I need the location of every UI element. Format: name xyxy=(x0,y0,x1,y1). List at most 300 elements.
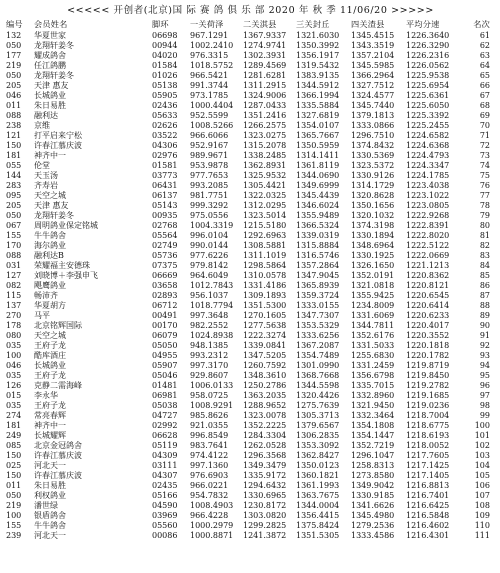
average-speed: 1220.6233 xyxy=(406,311,450,320)
stage-1-speed: 993.2312 xyxy=(190,351,229,360)
ring-number: 04727 xyxy=(152,411,178,420)
member-id: 155 xyxy=(6,231,22,240)
stage-3-speed: 1359.3724 xyxy=(296,291,340,300)
table-row xyxy=(6,331,495,341)
member-id: 137 xyxy=(6,301,22,310)
ring-number: 05907 xyxy=(152,361,178,370)
member-name: 王府子龙 xyxy=(34,341,66,350)
stage-1-speed: 952.5599 xyxy=(190,111,229,120)
member-id: 100 xyxy=(6,511,22,520)
member-id: 080 xyxy=(6,331,22,340)
column-header-member: 会员姓名 xyxy=(34,19,68,29)
member-name: 长城鸽业 xyxy=(34,91,66,100)
average-speed: 1218.6193 xyxy=(406,431,450,440)
rank: 80 xyxy=(479,221,490,230)
ring-number: 00086 xyxy=(152,531,178,540)
stage-4-speed: 1323.5372 xyxy=(351,161,395,170)
stage-3-speed: 1350.3992 xyxy=(296,41,340,50)
ring-number: 05038 xyxy=(152,401,178,410)
member-id: 150 xyxy=(6,471,22,480)
stage-1-speed: 1004.3319 xyxy=(190,221,234,230)
rank: 111 xyxy=(474,531,490,540)
ring-number: 05050 xyxy=(152,341,178,350)
member-name: 耀成鸽舍 xyxy=(34,51,66,60)
ring-number: 05143 xyxy=(152,201,178,210)
table-row xyxy=(6,381,495,391)
stage-3-speed: 1335.5884 xyxy=(296,101,340,110)
table-row xyxy=(6,191,495,201)
member-id: 219 xyxy=(6,501,22,510)
member-id: 035 xyxy=(6,341,22,350)
member-name: 伦堂 xyxy=(34,161,50,170)
table-row xyxy=(6,371,495,381)
member-id: 050 xyxy=(6,71,22,80)
member-name: 天空之城 xyxy=(34,331,66,340)
stage-3-speed: 1339.0319 xyxy=(296,231,340,240)
member-name: 神齐中一 xyxy=(34,421,66,430)
table-row xyxy=(6,121,495,131)
stage-1-speed: 997.3170 xyxy=(190,361,229,370)
stage-1-speed: 921.0355 xyxy=(190,421,229,430)
ring-number: 05046 xyxy=(152,371,178,380)
column-header-ring: 脚环 xyxy=(152,19,169,29)
rank: 99 xyxy=(479,411,490,420)
stage-2-speed: 1349.3479 xyxy=(243,461,287,470)
table-row xyxy=(6,241,495,251)
stage-1-speed: 983.7641 xyxy=(190,441,229,450)
rank: 79 xyxy=(479,211,490,220)
rank: 86 xyxy=(479,281,490,290)
ring-number: 03773 xyxy=(152,171,178,180)
average-speed: 1222.8020 xyxy=(406,231,450,240)
member-name: 京维 xyxy=(34,121,50,130)
stage-1-speed: 977.6226 xyxy=(190,251,229,260)
rank: 94 xyxy=(479,361,490,370)
table-row xyxy=(6,501,495,511)
table-row xyxy=(6,491,495,501)
member-name: 任江鸽鹏 xyxy=(34,61,66,70)
rank: 98 xyxy=(479,401,490,410)
stage-1-speed: 1000.2979 xyxy=(190,521,234,530)
ring-number: 05138 xyxy=(152,81,178,90)
stage-4-speed: 1296.7510 xyxy=(351,131,395,140)
average-speed: 1225.9538 xyxy=(406,71,450,80)
column-header-stage-3: 三关封丘 xyxy=(296,19,330,29)
rank: 92 xyxy=(479,341,490,350)
stage-1-speed: 1012.7843 xyxy=(190,281,234,290)
stage-3-speed: 1356.1917 xyxy=(296,51,340,60)
member-id: 126 xyxy=(6,381,22,390)
rank: 61 xyxy=(479,31,490,40)
average-speed: 1220.1818 xyxy=(406,341,450,350)
stage-4-speed: 1341.6626 xyxy=(351,501,395,510)
stage-3-speed: 1361.1993 xyxy=(296,481,340,490)
rank: 73 xyxy=(479,151,490,160)
stage-3-speed: 1314.1411 xyxy=(296,151,340,160)
rank: 90 xyxy=(479,321,490,330)
member-id: 050 xyxy=(6,491,22,500)
rank: 97 xyxy=(479,391,490,400)
member-id: 085 xyxy=(6,441,22,450)
stage-1-speed: 974.4122 xyxy=(190,451,229,460)
stage-2-speed: 1296.3568 xyxy=(243,451,287,460)
stage-3-speed: 1344.0690 xyxy=(296,171,340,180)
stage-2-speed: 1325.9532 xyxy=(243,171,287,180)
member-name: 天玉汤 xyxy=(34,171,58,180)
ring-number: 00944 xyxy=(152,41,178,50)
member-id: 055 xyxy=(6,161,22,170)
table-row xyxy=(6,81,495,91)
table-row xyxy=(6,131,495,141)
member-id: 283 xyxy=(6,181,22,190)
member-name: 王府子龙 xyxy=(34,401,66,410)
ring-number: 01026 xyxy=(152,71,178,80)
stage-2-speed: 1323.0078 xyxy=(243,411,287,420)
stage-2-speed: 1315.2078 xyxy=(243,141,287,150)
stage-4-speed: 1327.7512 xyxy=(351,81,395,90)
average-speed: 1223.4038 xyxy=(406,181,450,190)
average-speed: 1224.6368 xyxy=(406,141,450,150)
stage-2-speed: 1335.9172 xyxy=(243,471,287,480)
stage-4-speed: 1374.3198 xyxy=(351,221,395,230)
stage-3-speed: 1366.5324 xyxy=(296,221,340,230)
member-name: 酷库酒庄 xyxy=(34,351,66,360)
stage-4-speed: 1324.4577 xyxy=(351,91,395,100)
average-speed: 1222.8391 xyxy=(406,221,450,230)
stage-4-speed: 1366.2964 xyxy=(351,71,395,80)
average-speed: 1220.4017 xyxy=(406,321,450,330)
member-name: 天津 惠友 xyxy=(34,81,69,90)
stage-1-speed: 991.3744 xyxy=(190,81,229,90)
member-id: 088 xyxy=(6,251,22,260)
member-name: 龙翔轩姜冬 xyxy=(34,71,74,80)
stage-4-speed: 1345.4980 xyxy=(351,511,395,520)
table-row xyxy=(6,231,495,241)
column-header-row xyxy=(6,18,495,30)
stage-3-speed: 1354.7489 xyxy=(296,351,340,360)
stage-2-speed: 1260.7592 xyxy=(243,361,287,370)
rank: 82 xyxy=(479,241,490,250)
stage-4-speed: 1330.9185 xyxy=(351,491,395,500)
average-speed: 1220.8121 xyxy=(406,281,450,290)
stage-1-speed: 1008.4903 xyxy=(190,501,234,510)
stage-4-speed: 1321.0818 xyxy=(351,281,395,290)
member-name: 河北天一 xyxy=(34,461,66,470)
table-row xyxy=(6,281,495,291)
stage-2-speed: 1262.0528 xyxy=(243,441,287,450)
stage-4-speed: 1331.6069 xyxy=(351,311,395,320)
rank: 96 xyxy=(479,381,490,390)
stage-3-speed: 1349.6999 xyxy=(296,181,340,190)
average-speed: 1224.3347 xyxy=(406,161,450,170)
table-row xyxy=(6,221,495,231)
rank: 64 xyxy=(479,61,490,70)
stage-4-speed: 1332.3464 xyxy=(351,411,395,420)
rank: 93 xyxy=(479,351,490,360)
member-name: 周明鸽业保定铭城 xyxy=(34,221,98,230)
rank: 103 xyxy=(474,451,490,460)
table-row xyxy=(6,41,495,51)
stage-1-speed: 977.7653 xyxy=(190,171,229,180)
stage-3-speed: 1379.6567 xyxy=(296,421,340,430)
member-id: 238 xyxy=(6,121,22,130)
stage-2-speed: 1305.4421 xyxy=(243,181,287,190)
member-name: 长城耀辉 xyxy=(34,431,66,440)
rank: 72 xyxy=(479,141,490,150)
rank: 105 xyxy=(474,471,490,480)
stage-4-speed: 1345.5985 xyxy=(351,61,395,70)
stage-4-speed: 1330.1925 xyxy=(351,251,395,260)
stage-3-speed: 1362.8427 xyxy=(296,451,340,460)
member-name: 齐寿岩 xyxy=(34,181,58,190)
stage-4-speed: 1374.8432 xyxy=(351,141,395,150)
table-row xyxy=(6,151,495,161)
rank: 84 xyxy=(479,261,490,270)
member-name: 打平启来宁松 xyxy=(34,131,82,140)
table-row xyxy=(6,301,495,311)
ring-number: 01584 xyxy=(152,61,178,70)
member-name: 融利达B xyxy=(34,251,64,260)
ring-number: 05564 xyxy=(152,231,178,240)
stage-2-speed: 1322.0325 xyxy=(243,191,287,200)
column-header-avg-speed: 平均分速 xyxy=(406,19,440,29)
stage-4-speed: 1355.9425 xyxy=(351,291,395,300)
ring-number: 06431 xyxy=(152,181,178,190)
average-speed: 1224.6582 xyxy=(406,131,450,140)
stage-3-speed: 1367.2087 xyxy=(296,341,340,350)
table-row xyxy=(6,521,495,531)
member-name: 飓鹰鸽业 xyxy=(34,281,66,290)
stage-2-speed: 1308.5881 xyxy=(243,241,287,250)
stage-1-speed: 976.6903 xyxy=(190,471,229,480)
ring-number: 03111 xyxy=(152,461,178,470)
average-speed: 1217.1405 xyxy=(406,471,450,480)
stage-1-speed: 1024.8938 xyxy=(190,331,234,340)
rank: 102 xyxy=(474,441,490,450)
average-speed: 1225.6954 xyxy=(406,81,450,90)
stage-2-speed: 1311.1019 xyxy=(243,251,287,260)
stage-2-speed: 1339.0841 xyxy=(243,341,287,350)
stage-1-speed: 982.2552 xyxy=(190,321,229,330)
stage-4-speed: 1330.5369 xyxy=(351,151,395,160)
table-row xyxy=(6,291,495,301)
stage-4-speed: 1326.1650 xyxy=(351,261,395,270)
member-id: 178 xyxy=(6,321,22,330)
member-id: 150 xyxy=(6,451,22,460)
stage-4-speed: 1330.1894 xyxy=(351,231,395,240)
ring-number: 02893 xyxy=(152,291,178,300)
member-id: 050 xyxy=(6,41,22,50)
member-id: 100 xyxy=(6,351,22,360)
stage-4-speed: 1321.9450 xyxy=(351,401,395,410)
ring-number: 00170 xyxy=(152,321,178,330)
stage-4-speed: 1333.4586 xyxy=(351,531,395,540)
member-id: 155 xyxy=(6,521,22,530)
stage-4-speed: 1335.7015 xyxy=(351,381,395,390)
average-speed: 1219.2782 xyxy=(406,381,450,390)
ring-number: 06712 xyxy=(152,301,178,310)
rank: 88 xyxy=(479,301,490,310)
stage-2-speed: 1281.6281 xyxy=(243,71,287,80)
member-id: 015 xyxy=(6,391,22,400)
stage-4-speed: 1350.1656 xyxy=(351,201,395,210)
member-id: 181 xyxy=(6,421,22,430)
stage-1-speed: 999.3292 xyxy=(190,201,229,210)
average-speed: 1219.8719 xyxy=(406,361,450,370)
stage-3-speed: 1357.2864 xyxy=(296,261,340,270)
stage-2-speed: 1303.0820 xyxy=(243,511,287,520)
stage-3-speed: 1344.5912 xyxy=(296,81,340,90)
stage-4-speed: 1352.0191 xyxy=(351,271,395,280)
stage-2-speed: 1289.4569 xyxy=(243,61,287,70)
average-speed: 1219.1685 xyxy=(406,391,450,400)
member-id: 219 xyxy=(6,61,22,70)
table-row xyxy=(6,421,495,431)
stage-2-speed: 1323.0275 xyxy=(243,131,287,140)
stage-4-speed: 1352.6176 xyxy=(351,331,395,340)
rank: 101 xyxy=(474,431,490,440)
stage-3-speed: 1366.1994 xyxy=(296,91,340,100)
stage-1-speed: 1006.0133 xyxy=(190,381,234,390)
stage-1-speed: 1008.5266 xyxy=(190,121,234,130)
rank: 76 xyxy=(479,181,490,190)
table-row xyxy=(6,31,495,41)
stage-3-speed: 1350.5959 xyxy=(296,141,340,150)
rank: 106 xyxy=(474,481,490,490)
member-id: 121 xyxy=(6,131,22,140)
average-speed: 1226.2316 xyxy=(406,51,450,60)
stage-2-speed: 1287.0433 xyxy=(243,101,287,110)
average-speed: 1216.4301 xyxy=(406,531,450,540)
ring-number: 04306 xyxy=(152,141,178,150)
member-id: 274 xyxy=(6,411,22,420)
member-id: 115 xyxy=(6,291,22,300)
ring-number: 01581 xyxy=(152,161,178,170)
member-name: 常亮春辉 xyxy=(34,411,66,420)
stage-2-speed: 1324.9006 xyxy=(243,91,287,100)
member-name: 融利达 xyxy=(34,111,58,120)
column-header-stage-1: 一关荷泽 xyxy=(190,19,224,29)
stage-3-speed: 1356.4415 xyxy=(296,511,340,520)
stage-3-speed: 1383.9135 xyxy=(296,71,340,80)
stage-3-speed: 1306.2835 xyxy=(296,431,340,440)
member-id: 011 xyxy=(6,481,22,490)
ring-number: 06698 xyxy=(152,31,178,40)
member-name: 天津 惠友 xyxy=(34,201,69,210)
stage-1-speed: 976.3315 xyxy=(190,51,229,60)
stage-2-speed: 1363.2035 xyxy=(243,391,287,400)
ring-number: 05560 xyxy=(152,521,178,530)
rank: 109 xyxy=(474,511,490,520)
average-speed: 1221.1213 xyxy=(406,261,450,270)
stage-4-speed: 1343.3519 xyxy=(351,41,395,50)
rank: 63 xyxy=(479,51,490,60)
column-header-id: 编号 xyxy=(6,19,23,29)
rank: 65 xyxy=(479,71,490,80)
table-row xyxy=(6,141,495,151)
member-name: 华夏世家 xyxy=(34,31,66,40)
stage-2-speed: 1310.0578 xyxy=(243,271,287,280)
stage-1-speed: 981.7751 xyxy=(190,191,229,200)
stage-3-speed: 1344.5598 xyxy=(296,381,340,390)
stage-2-speed: 1331.4186 xyxy=(243,281,287,290)
member-id: 205 xyxy=(6,201,22,210)
stage-3-speed: 1347.7307 xyxy=(296,311,340,320)
average-speed: 1225.2455 xyxy=(406,121,450,130)
member-name: 许春江慕庆波 xyxy=(34,141,82,150)
average-speed: 1223.0805 xyxy=(406,201,450,210)
stage-4-speed: 1354.1808 xyxy=(351,421,395,430)
stage-3-speed: 1351.5305 xyxy=(296,531,340,540)
stage-1-speed: 966.0221 xyxy=(190,481,229,490)
stage-1-speed: 964.6049 xyxy=(190,271,229,280)
member-id: 088 xyxy=(6,111,22,120)
stage-3-speed: 1365.7667 xyxy=(296,131,340,140)
member-name: 畅沛齐 xyxy=(34,291,58,300)
member-name: 刘晓博＋李强申飞 xyxy=(34,271,98,280)
stage-4-speed: 1331.5033 xyxy=(351,341,395,350)
member-id: 095 xyxy=(6,191,22,200)
stage-1-speed: 1002.2410 xyxy=(190,41,234,50)
stage-4-speed: 1330.9126 xyxy=(351,171,395,180)
stage-1-speed: 958.0725 xyxy=(190,391,229,400)
average-speed: 1218.7004 xyxy=(406,411,450,420)
ring-number: 02626 xyxy=(152,121,178,130)
member-name: 银盾鸽舍 xyxy=(34,511,66,520)
member-id: 011 xyxy=(6,101,22,110)
member-id: 170 xyxy=(6,241,22,250)
member-name: 许春江慕庆波 xyxy=(34,471,82,480)
table-row xyxy=(6,161,495,171)
member-name: 牛牛鸽舍 xyxy=(34,521,66,530)
ring-number: 03522 xyxy=(152,131,178,140)
stage-4-speed: 1314.1729 xyxy=(351,181,395,190)
rank: 75 xyxy=(479,171,490,180)
table-row xyxy=(6,401,495,411)
stage-1-speed: 948.1385 xyxy=(190,341,229,350)
stage-1-speed: 996.0104 xyxy=(190,231,229,240)
average-speed: 1220.6545 xyxy=(406,291,450,300)
rank: 68 xyxy=(479,101,490,110)
member-id: 132 xyxy=(6,31,22,40)
stage-4-speed: 1296.1047 xyxy=(351,451,395,460)
member-name: 北京铭辉国际 xyxy=(34,321,82,330)
table-row xyxy=(6,61,495,71)
table-row xyxy=(6,111,495,121)
ring-number: 04590 xyxy=(152,501,178,510)
stage-3-speed: 1321.6030 xyxy=(296,31,340,40)
member-name: 荣耀福主安德珠 xyxy=(34,261,90,270)
member-name: 海尔鸽业 xyxy=(34,241,66,250)
ring-number: 06669 xyxy=(152,271,178,280)
member-name: 河北天一 xyxy=(34,531,66,540)
average-speed: 1224.1785 xyxy=(406,171,450,180)
stage-1-speed: 953.9878 xyxy=(190,161,229,170)
ring-number: 07375 xyxy=(152,261,178,270)
ring-number: 02749 xyxy=(152,241,178,250)
stage-4-speed: 1332.8960 xyxy=(351,391,395,400)
average-speed: 1219.0236 xyxy=(406,401,450,410)
average-speed: 1222.9268 xyxy=(406,211,450,220)
stage-3-speed: 1375.8424 xyxy=(296,521,340,530)
average-speed: 1225.6050 xyxy=(406,101,450,110)
stage-3-speed: 1350.0123 xyxy=(296,461,340,470)
ring-number: 02436 xyxy=(152,101,178,110)
average-speed: 1216.7401 xyxy=(406,491,450,500)
table-row xyxy=(6,481,495,491)
rank: 100 xyxy=(474,421,490,430)
rank: 87 xyxy=(479,291,490,300)
